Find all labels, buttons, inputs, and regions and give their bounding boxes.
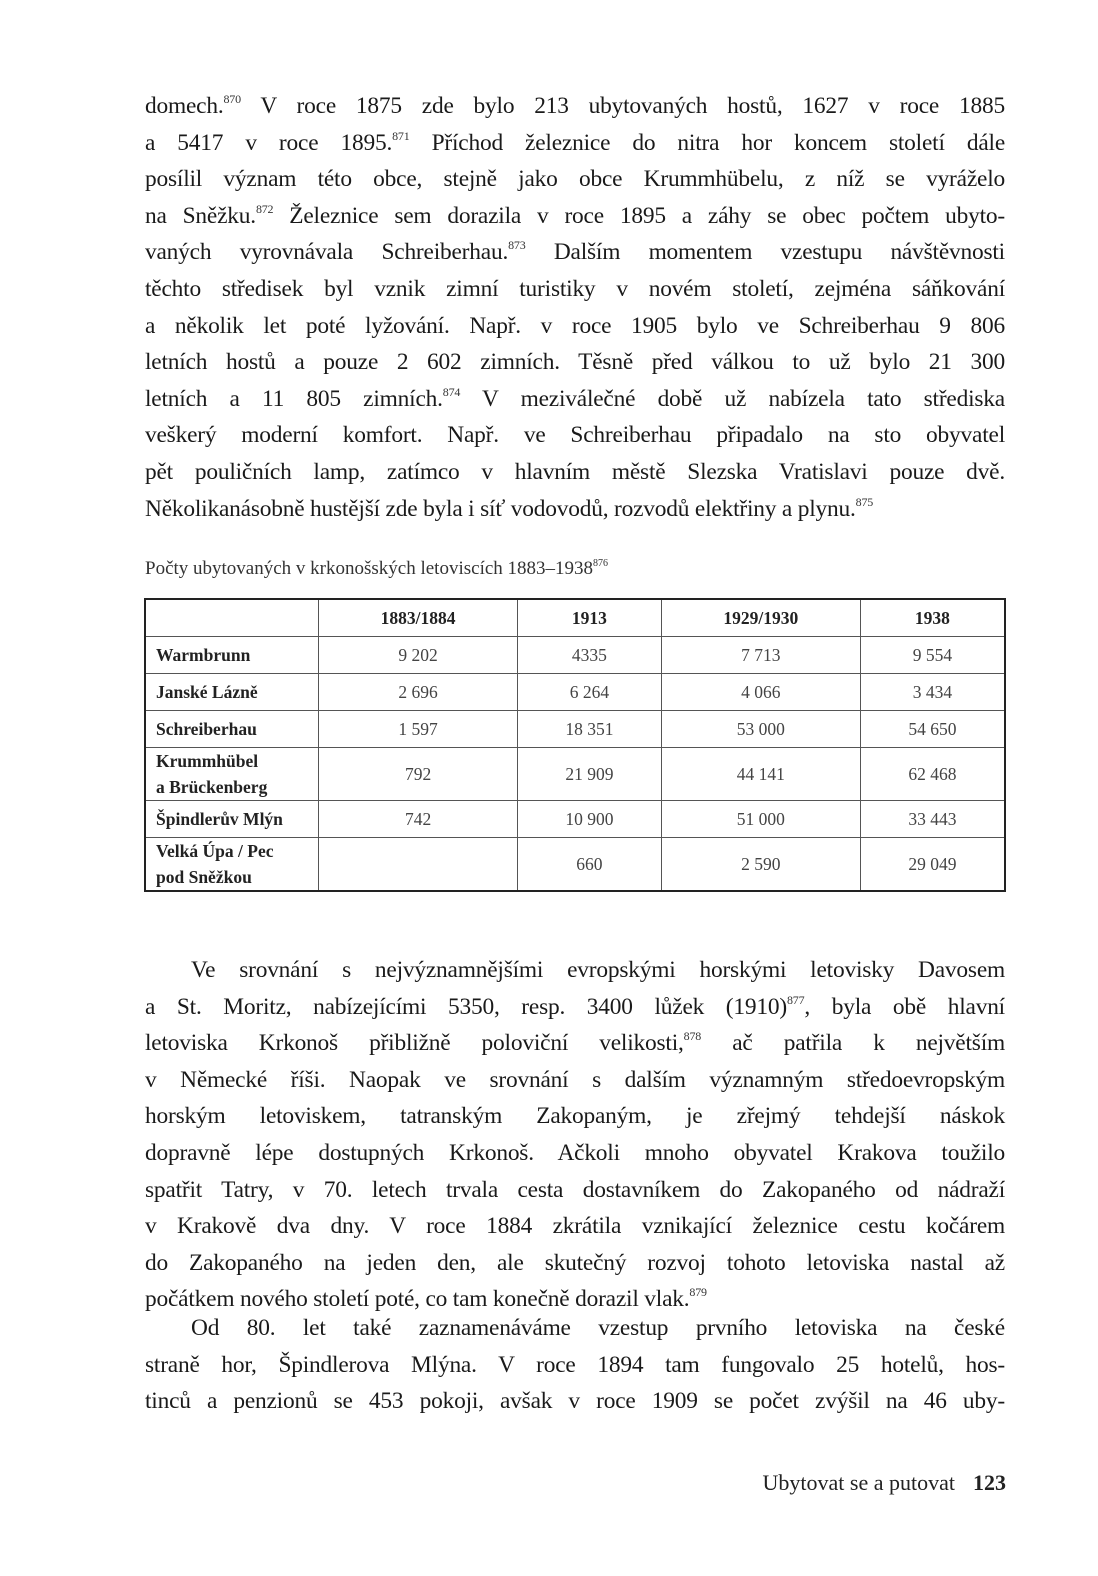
text-line <box>145 88 1005 125</box>
table-cell: 6 264 <box>518 674 662 711</box>
text-span: letních a 11 805 zimních. <box>145 385 443 412</box>
text-line <box>145 1310 1005 1347</box>
table-cell: 21 909 <box>518 748 662 801</box>
table-cell: 54 650 <box>860 711 1005 748</box>
table-cell: 51 000 <box>661 801 860 838</box>
text-line <box>145 308 1005 345</box>
footnote-ref: 877 <box>786 992 805 1007</box>
footnote-ref: 874 <box>442 384 461 399</box>
table-cell: 3 434 <box>860 674 1005 711</box>
text-span: V meziválečné době už nabízela tato střediska <box>460 385 1005 412</box>
footnote-ref: 875 <box>855 494 874 509</box>
table-cell: 2 590 <box>661 838 860 892</box>
table-cell: 53 000 <box>661 711 860 748</box>
page-number: 123 <box>973 1470 1006 1495</box>
table-cell: 29 049 <box>860 838 1005 892</box>
text-span: ač patřila k největším <box>701 1030 1005 1057</box>
text-span: letoviska Krkonoš přibližně poloviční velikosti, <box>145 1030 684 1057</box>
text-span: Od 80. let také zaznamenáváme vzestup prvního letoviska na české <box>191 1315 1005 1341</box>
row-label: Špindlerův Mlýn <box>145 801 319 838</box>
table-header-cell: 1883/1884 <box>319 599 518 637</box>
table-cell: 9 202 <box>319 637 518 674</box>
text-span: tinců a penzionů se 453 pokoji, avšak v roce 1909 se počet zvýšil na 46 uby- <box>145 1388 1005 1415</box>
text-span: posílil význam této obce, stejně jako obce Krummhübelu, z níž se vyráželo <box>145 166 1005 193</box>
text-span: Železnice sem dorazila v roce 1895 a záhy se obec počtem ubyto- <box>273 202 1005 229</box>
footnote-ref: 871 <box>392 128 410 143</box>
row-label: Velká Úpa / Pec pod Sněžkou <box>145 838 319 892</box>
table-cell: 1 597 <box>319 711 518 748</box>
text-span: těchto středisek byl vznik zimní turistiky v novém století, zejména sáňkování <box>145 275 1005 302</box>
table-cell: 742 <box>319 801 518 838</box>
table-header-cell: 1913 <box>518 599 662 637</box>
text-line <box>145 1062 1005 1099</box>
footnote-ref: 872 <box>255 201 274 216</box>
text-span: Dalším momentem vzestupu návštěvnosti <box>525 239 1005 266</box>
text-span: a několik let poté lyžování. Např. v roce 1905 bylo ve Schreiberhau 9 806 <box>145 312 1005 339</box>
text-line <box>145 1098 1005 1135</box>
text-span: veškerý moderní komfort. Např. ve Schreiberhau připadalo na sto obyvatel <box>145 422 1005 449</box>
text-line <box>145 454 1005 491</box>
table-header-cell: 1929/1930 <box>661 599 860 637</box>
footnote-ref: 870 <box>223 92 241 106</box>
table-header-cell <box>145 599 319 637</box>
text-line <box>145 161 1005 198</box>
table-cell: 18 351 <box>518 711 662 748</box>
text-span: domech. <box>145 93 224 119</box>
table-cell: 660 <box>518 838 662 892</box>
text-span: vaných vyrovnávala Schreiberhau. <box>145 239 509 266</box>
table-row <box>145 637 1005 674</box>
text-line <box>145 952 1005 989</box>
text-span: straně hor, Špindlerova Mlýna. V roce 1894 tam fungovalo 25 hotelů, hos- <box>145 1351 1005 1378</box>
text-span: do Zakopaného na jeden den, ale skutečný rozvoj tohoto letoviska nastal až <box>145 1249 1005 1276</box>
text-line <box>145 1135 1005 1172</box>
paragraph-1 <box>145 88 1005 527</box>
table-row <box>145 674 1005 711</box>
table-cell: 9 554 <box>860 637 1005 674</box>
text-span: v Krakově dva dny. V roce 1884 zkrátila vznikající železnice cestu kočárem <box>145 1213 1005 1240</box>
table-cell: 10 900 <box>518 801 662 838</box>
footnote-ref: 876 <box>593 558 609 569</box>
text-line <box>145 491 1005 528</box>
text-span: dopravně lépe dostupných Krkonoš. Ačkoli mnoho obyvatel Krakova toužilo <box>145 1139 1005 1166</box>
page-footer <box>763 1470 1006 1496</box>
text-line <box>145 125 1005 162</box>
footnote-ref: 873 <box>508 238 526 253</box>
text-span: letních hostů a pouze 2 602 zimních. Těsně před válkou to už bylo 21 300 <box>145 349 1005 376</box>
text-line <box>145 1025 1005 1062</box>
row-label: Warmbrunn <box>145 637 319 674</box>
footnote-ref: 878 <box>683 1029 702 1044</box>
row-label: Schreiberhau <box>145 711 319 748</box>
footnote-ref: 879 <box>689 1285 707 1300</box>
text-span: Příchod železnice do nitra hor koncem století dále <box>409 129 1005 156</box>
text-span: V roce 1875 zde bylo 213 ubytovaných hostů, 1627 v roce 1885 <box>240 93 1005 119</box>
text-line <box>145 344 1005 381</box>
table-header-row <box>145 599 1005 637</box>
table-cell: 4335 <box>518 637 662 674</box>
table-cell: 33 443 <box>860 801 1005 838</box>
table-caption <box>145 558 608 580</box>
table-cell: 44 141 <box>661 748 860 801</box>
paragraph-3 <box>145 1310 1005 1420</box>
text-span: horským letoviskem, tatranským Zakopaným, je zřejmý tehdejší náskok <box>145 1103 1005 1130</box>
table-cell: 4 066 <box>661 674 860 711</box>
text-line <box>145 271 1005 308</box>
running-title: Ubytovat se a putovat <box>762 1470 955 1495</box>
text-span: počátkem nového století poté, co tam konečně dorazil vlak. <box>145 1286 690 1313</box>
text-line <box>145 198 1005 235</box>
text-line <box>145 381 1005 418</box>
table-header-cell: 1938 <box>860 599 1005 637</box>
text-span: v Německé říši. Naopak ve srovnání s dalším významným středoevropským <box>145 1066 1005 1093</box>
text-span: na Sněžku. <box>145 202 256 229</box>
table-row <box>145 748 1005 801</box>
table-caption-text: Počty ubytovaných v krkonošských letoviscích 1883–1938 <box>145 558 594 579</box>
text-line <box>145 417 1005 454</box>
table-cell: 7 713 <box>661 637 860 674</box>
row-label: Janské Lázně <box>145 674 319 711</box>
text-line <box>145 1208 1005 1245</box>
table-row <box>145 838 1005 892</box>
text-line <box>145 1383 1005 1420</box>
table-row <box>145 801 1005 838</box>
table-cell: 62 468 <box>860 748 1005 801</box>
lodging-table <box>144 598 1006 892</box>
table-cell <box>319 838 518 892</box>
row-label: Krummhübel a Brückenberg <box>145 748 319 801</box>
table-cell: 2 696 <box>319 674 518 711</box>
paragraph-2 <box>145 952 1005 1318</box>
text-line <box>145 1347 1005 1384</box>
text-span: Ve srovnání s nejvýznamnějšími evropskými horskými letovisky Davosem <box>191 957 1005 983</box>
text-line <box>145 1245 1005 1282</box>
table-row <box>145 711 1005 748</box>
text-span: Několikanásobně hustější zde byla i síť vodovodů, rozvodů elektřiny a plynu. <box>145 495 856 522</box>
text-span: , byla obě hlavní <box>804 993 1005 1020</box>
table-cell: 792 <box>319 748 518 801</box>
text-span: a St. Moritz, nabízejícími 5350, resp. 3400 lůžek (1910) <box>145 993 787 1020</box>
text-span: pět pouličních lamp, zatímco v hlavním městě Slezska Vratislavi pouze dvě. <box>145 458 1005 485</box>
text-line <box>145 989 1005 1026</box>
text-line <box>145 1172 1005 1209</box>
text-span: a 5417 v roce 1895. <box>145 129 393 156</box>
text-line <box>145 234 1005 271</box>
text-span: spatřit Tatry, v 70. letech trvala cesta dostavníkem do Zakopaného od nádraží <box>145 1176 1005 1203</box>
